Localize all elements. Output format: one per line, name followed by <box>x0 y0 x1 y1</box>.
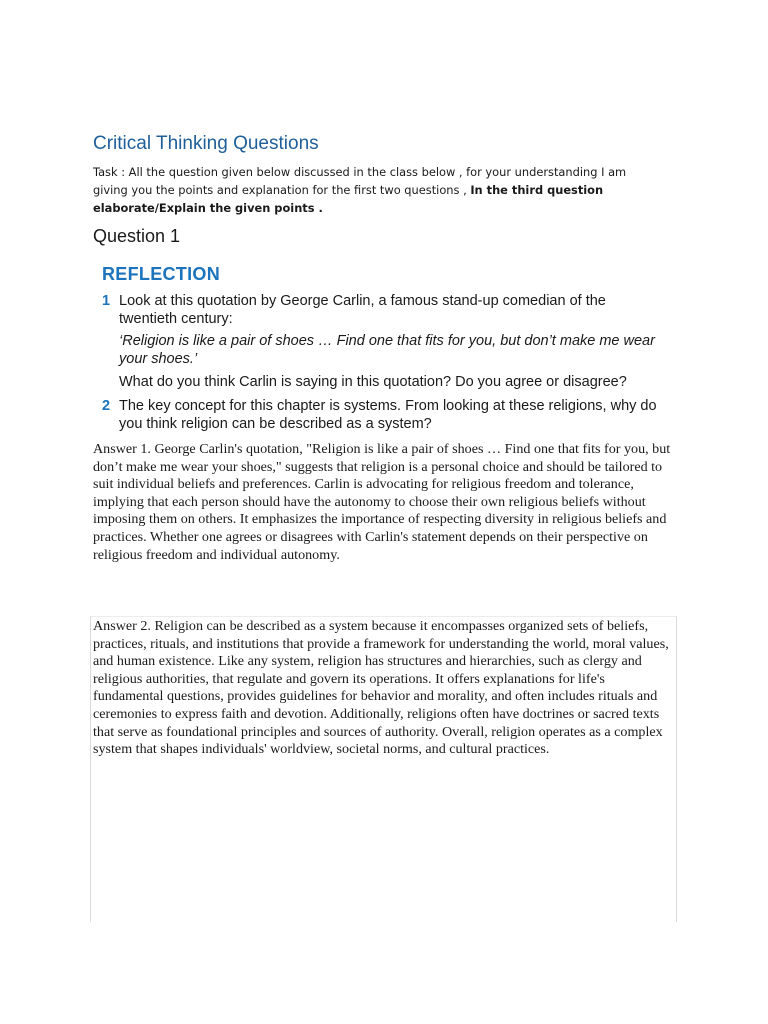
task-intro-text: Task : All the question given below discussed in the class below , for your understanding I am giving you the points and explanation for the first two questions , <box>93 165 627 197</box>
reflection-item1-number: 1 <box>102 293 111 309</box>
reflection-item2-number: 2 <box>102 398 111 414</box>
reflection-item1-text: Look at this quotation by George Carlin, a famous stand-up comedian of the twentieth century: <box>119 293 606 327</box>
reflection-item1-question: What do you think Carlin is saying in this quotation? Do you agree or disagree? <box>119 374 627 390</box>
reflection-title: REFLECTION <box>102 264 220 284</box>
section-heading: Critical Thinking Questions <box>93 133 319 154</box>
reflection-item1-quote: ‘Religion is like a pair of shoes … Find one that fits for you, but don’t make me wear your shoes.’ <box>119 333 655 367</box>
answer-1: Answer 1. George Carlin's quotation, "Religion is like a pair of shoes … Find one that fits for you, but don’t make me wear your shoes," suggests that religion is a personal choice and should be tailored to suit individual beliefs and preferences. Carlin is advocating for religious freedom and tolerance, implying that each person should have the autonomy to choose their own religious beliefs without imposing them on others. It emphasizes the importance of respecting diversity in religious beliefs and practices. Whether one agrees or disagrees with Carlin's statement depends on their perspective on religious freedom and individual autonomy. <box>93 441 671 563</box>
question-title: Question 1 <box>93 226 181 246</box>
task-bold-text: In the third question elaborate/Explain the given points . <box>93 183 604 215</box>
task-instructions <box>93 163 663 217</box>
answer-2: Answer 2. Religion can be described as a system because it encompasses organized sets of beliefs, practices, rituals, and institutions that provide a framework for understanding the world, moral values, and human existence. Like any system, religion has structures and hierarchies, such as clergy and religious authorities, that regulate and govern its operations. It offers explanations for life's fundamental questions, provides guidelines for behavior and morality, and often includes rituals and ceremonies to express faith and devotion. Additionally, religions often have doctrines or sacred texts that serve as foundational principles and sources of authority. Overall, religion operates as a complex system that shapes individuals' worldview, societal norms, and cultural practices. <box>93 618 669 758</box>
reflection-item2-text: The key concept for this chapter is systems. From looking at these religions, why do you think religion can be described as a system? <box>119 398 657 432</box>
